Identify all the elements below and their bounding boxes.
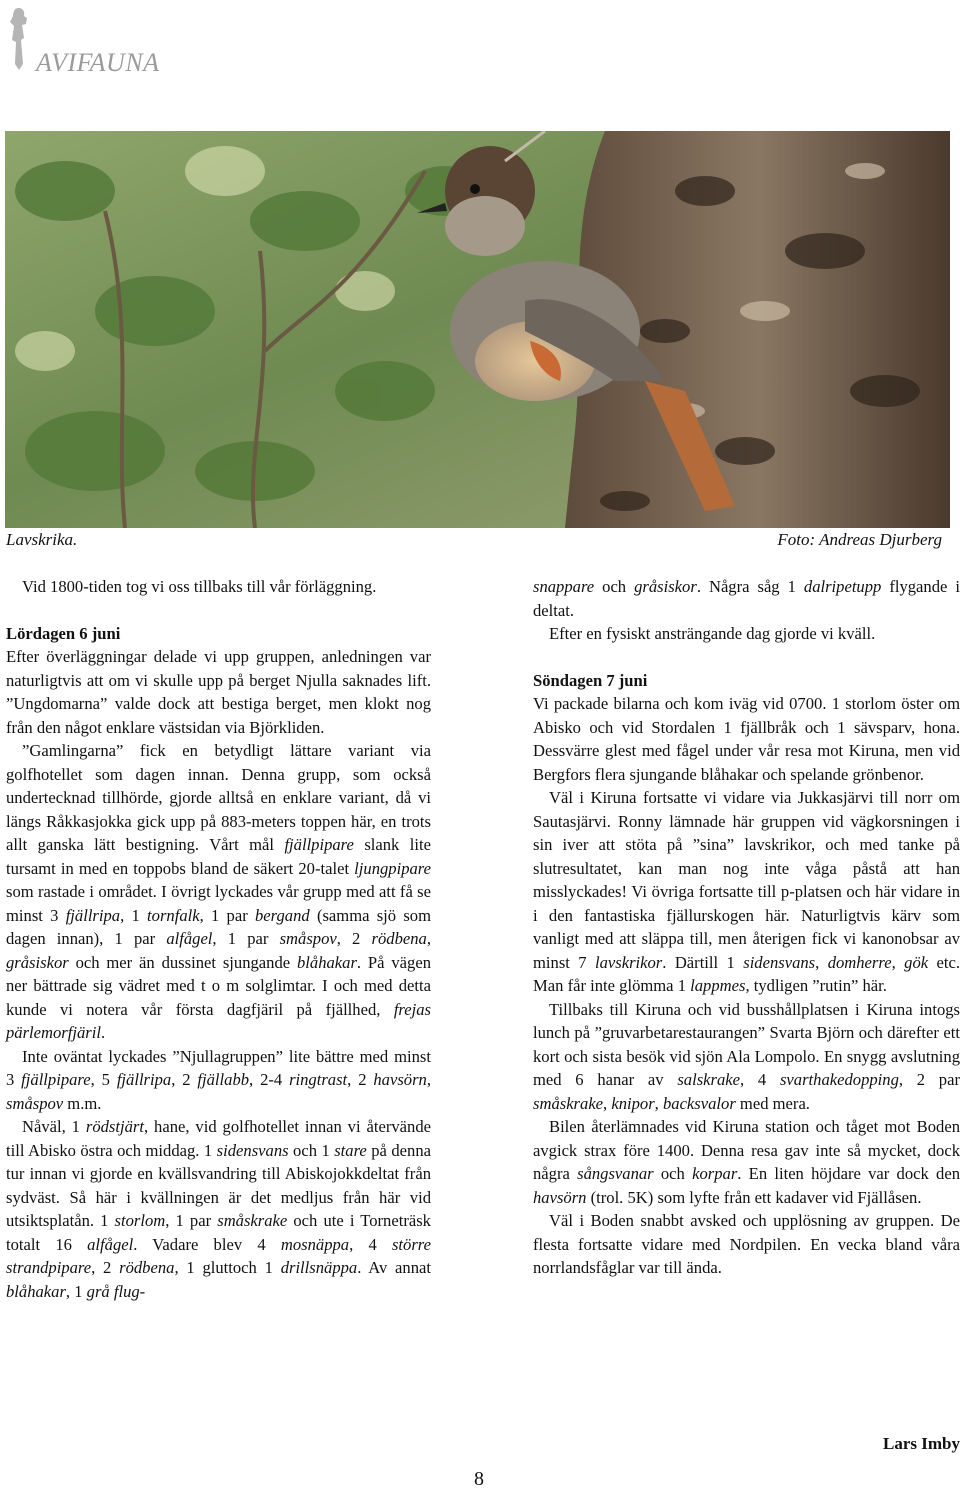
binocular-birder-icon xyxy=(4,4,34,72)
left-column xyxy=(6,575,431,1303)
paragraph: Vid 1800-tiden tog vi oss tillbaks till vår förläggning. xyxy=(22,577,377,596)
section-heading-sunday: Söndagen 7 juni xyxy=(533,670,648,690)
paragraph: snappare och gråsiskor. Några såg 1 dalripetupp flygande i deltat. xyxy=(533,577,960,620)
lavskrika-bird-photo xyxy=(5,131,950,528)
paragraph: Efter en fysiskt ansträngande dag gjorde vi kväll. xyxy=(549,624,876,643)
section-heading-saturday: Lördagen 6 juni xyxy=(6,623,121,643)
paragraph: Efter överläggningar delade vi upp gruppen, anledningen var naturligtvis att om vi skulle upp på berget Njulla saknades lift. ”Ungdomarna” valde dock att bestiga berget, men klokt nog från den något enklare västsidan via Björkliden. xyxy=(6,647,431,737)
avifauna-logo xyxy=(4,4,184,77)
logo-text: AVIFAUNA xyxy=(36,48,160,77)
paragraph: Nåväl, 1 rödstjärt, hane, vid golfhotellet innan vi återvände till Abisko östra och middag. 1 sidensvans och 1 stare på denna tur innan vi gjorde en kvällsvandring till Abiskojokkdeltat från sydväst. Så här i kvällningen är det medljus från här vid utsiktsplatån. 1 storlom, 1 par småskrake och ute i Torneträsk totalt 16 alfågel. Vadare blev 4 mosnäppa, 4 större strandpipare, 2 rödbena, 1 gluttoch 1 drillsnäppa. Av annat blåhakar, 1 grå flug- xyxy=(6,1117,431,1301)
paragraph: Tillbaks till Kiruna och vid busshållplatsen i Kiruna intogs lunch på ”gruvarbetarestaurangen” Svarta Björn och därefter ett kort och sista besök vid sjön Ala Lompolo. En snygg avslutning med 6 hanar av salskrake, 4 svarthakedopping, 2 par småskrake, knipor, backsvalor med mera. xyxy=(533,999,960,1113)
photo-caption: Lavskrika. xyxy=(6,530,78,549)
paragraph: ”Gamlingarna” fick en betydligt lättare variant via golfhotellet som dagen innan. Denna grupp, som också undertecknad tillhörde, gjorde alltså en enklare variant, då vi längs Råkkasjokka gick upp på 883-meters toppen här, en trots allt ganska lätt bestigning. Vårt mål fjällpipare slank lite tursamt in med en toppobs bland de säkert 20-talet ljungpipare som rastade i området. I övrigt lyckades vår grupp med att få se minst 3 fjällripa, 1 tornfalk, 1 par bergand (samma sjö som dagen innan), 1 par alfågel, 1 par småspov, 2 rödbena, gråsiskor och mer än dussinet sjungande blåhakar. På vägen ner bättrade sig vädret med t o m solglimtar. I och med detta kunde vi notera vår första dagfjäril på fjällhed, frejas pärlemorfjäril. xyxy=(6,741,431,1042)
paragraph: Väl i Kiruna fortsatte vi vidare via Jukkasjärvi till norr om Sautasjärvi. Ronny lämnade här gruppen vid vägkorsningen i sin iver att stöta på ”sina” lavskrikor, och med tanke på slutresultatet, kan man nog inte våga påstå att han misslyckades! Vi övriga fortsatte till p-platsen och här vidare in i den fantastiska fjällurskogen här. Naturligtvis kärv som vanligt med att släppa till, men återigen fick vi kanonobsar av minst 7 lavskrikor. Därtill 1 sidensvans, domherre, gök etc. Man får inte glömma 1 lappmes, tydligen ”rutin” här. xyxy=(533,788,960,995)
page-number: 8 xyxy=(474,1468,484,1490)
paragraph: Bilen återlämnades vid Kiruna station och tåget mot Boden avgick strax före 1400. Denna resa gav inte så mycket, dock några sångsvanar och korpar. En liten höjdare var dock den havsörn (trol. 5K) som lyfte från ett kadaver vid Fjällåsen. xyxy=(533,1117,960,1207)
right-column xyxy=(533,575,960,1280)
paragraph: Vi packade bilarna och kom iväg vid 0700. 1 storlom öster om Abisko och vid Stordalen 1 fjällbråk och 1 sävsparv, hona. Dessvärre glest med fågel under vår resa mot Kiruna, men vid Bergfors flera sjungande blåhakar och spelande grönbenor. xyxy=(533,694,960,784)
author-signature: Lars Imby xyxy=(883,1434,960,1453)
paragraph: Väl i Boden snabbt avsked och upplösning av gruppen. De flesta fortsatte vidare med Nordpilen. En vecka bland våra norrlandsfåglar var till ända. xyxy=(533,1211,960,1277)
photo-credit: Foto: Andreas Djurberg xyxy=(777,530,942,549)
paragraph: Inte oväntat lyckades ”Njullagruppen” lite bättre med minst 3 fjällpipare, 5 fjällripa, 2 fjällabb, 2-4 ringtrast, 2 havsörn, småspov m.m. xyxy=(6,1046,431,1113)
